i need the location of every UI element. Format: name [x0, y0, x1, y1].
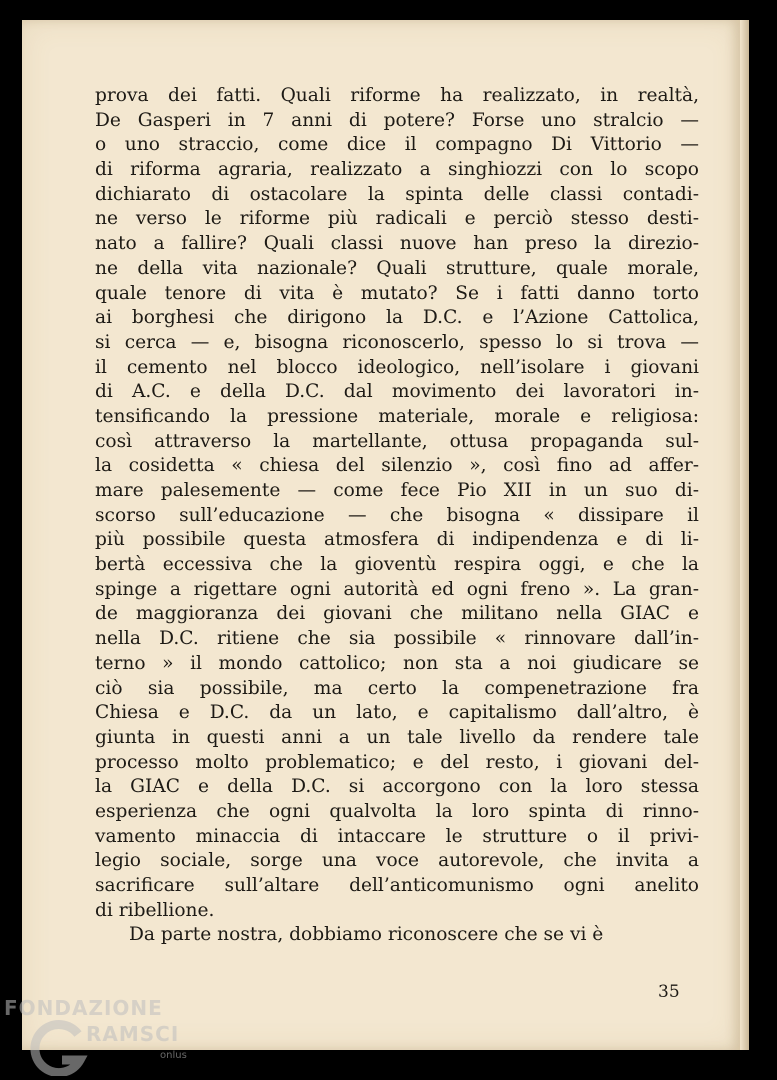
text-line: ne della vita nazionale? Quali strutture, quale morale,: [95, 257, 699, 279]
text-line: la cosidetta « chiesa del silenzio », così fino ad affer-: [95, 455, 699, 477]
text-line: vamento minaccia di intaccare le strutture o il privi-: [95, 825, 699, 847]
book-page: [22, 20, 740, 1050]
text-line: esperienza che ogni qualvolta la loro spinta di rinno-: [95, 800, 699, 822]
text-line: di A.C. e della D.C. dal movimento dei lavoratori in-: [95, 381, 699, 403]
text-line: quale tenore di vita è mutato? Se i fatti danno torto: [95, 282, 699, 304]
watermark-line-1: FONDAZIONE: [4, 996, 163, 1020]
text-line: bertà eccessiva che la gioventù respira oggi, e che la: [95, 554, 699, 576]
text-line: più possibile questa atmosfera di indipendenza e di li-: [95, 529, 699, 551]
text-line: il cemento nel blocco ideologico, nell’isolare i giovani: [95, 356, 699, 378]
watermark-line-3: onlus: [160, 1050, 187, 1061]
page-number: 35: [658, 982, 680, 1002]
text-line: scorso sull’educazione — che bisogna « dissipare il: [95, 504, 699, 526]
text-line: dichiarato di ostacolare la spinta delle classi contadi-: [95, 183, 699, 205]
text-line: giunta in questi anni a un tale livello da rendere tale: [95, 726, 699, 748]
text-line: di riforma agraria, realizzato a singhiozzi con lo scopo: [95, 159, 699, 181]
text-line: si cerca — e, bisogna riconoscerlo, spesso lo si trova —: [95, 331, 699, 353]
text-line: ne verso le riforme più radicali e perciò stesso desti-: [95, 208, 699, 230]
text-line: la GIAC e della D.C. si accorgono con la loro stessa: [95, 776, 699, 798]
text-line: o uno straccio, come dice il compagno Di Vittorio —: [95, 134, 699, 156]
text-line: legio sociale, sorge una voce autorevole, che invita a: [95, 850, 699, 872]
text-line: di ribellione.: [95, 899, 215, 921]
text-line: tensificando la pressione materiale, morale e religiosa:: [95, 405, 699, 427]
text-line: terno » il mondo cattolico; non sta a noi giudicare se: [95, 652, 699, 674]
text-line: spinge a rigettare ogni autorità ed ogni freno ». La gran-: [95, 578, 699, 600]
body-text: [95, 84, 699, 948]
text-line: così attraverso la martellante, ottusa propaganda sul-: [95, 430, 699, 452]
text-line: Chiesa e D.C. da un lato, e capitalismo dall’altro, è: [95, 702, 699, 724]
watermark-line-2: RAMSCI: [86, 1022, 180, 1046]
text-line: Da parte nostra, dobbiamo riconoscere che se vi è: [129, 924, 604, 946]
text-line: prova dei fatti. Quali riforme ha realizzato, in realtà,: [95, 85, 699, 106]
text-line: ai borghesi che dirigono la D.C. e l’Azione Cattolica,: [95, 307, 699, 329]
text-line: mare palesemente — come fece Pio XII in un suo di-: [95, 480, 699, 501]
text-line: nella D.C. ritiene che sia possibile « rinnovare dall’in-: [95, 628, 699, 650]
text-line: De Gasperi in 7 anni di potere? Forse uno stralcio —: [95, 109, 699, 131]
text-line: nato a fallire? Quali classi nuove han preso la direzio-: [95, 233, 699, 255]
text-line: de maggioranza dei giovani che militano nella GIAC e: [95, 603, 699, 625]
text-line: ciò sia possibile, ma certo la compenetrazione fra: [95, 677, 699, 699]
text-line: processo molto problematico; e del resto, i giovani del-: [95, 751, 699, 773]
text-line: sacrificare sull’altare dell’anticomunismo ogni anelito: [95, 875, 699, 896]
